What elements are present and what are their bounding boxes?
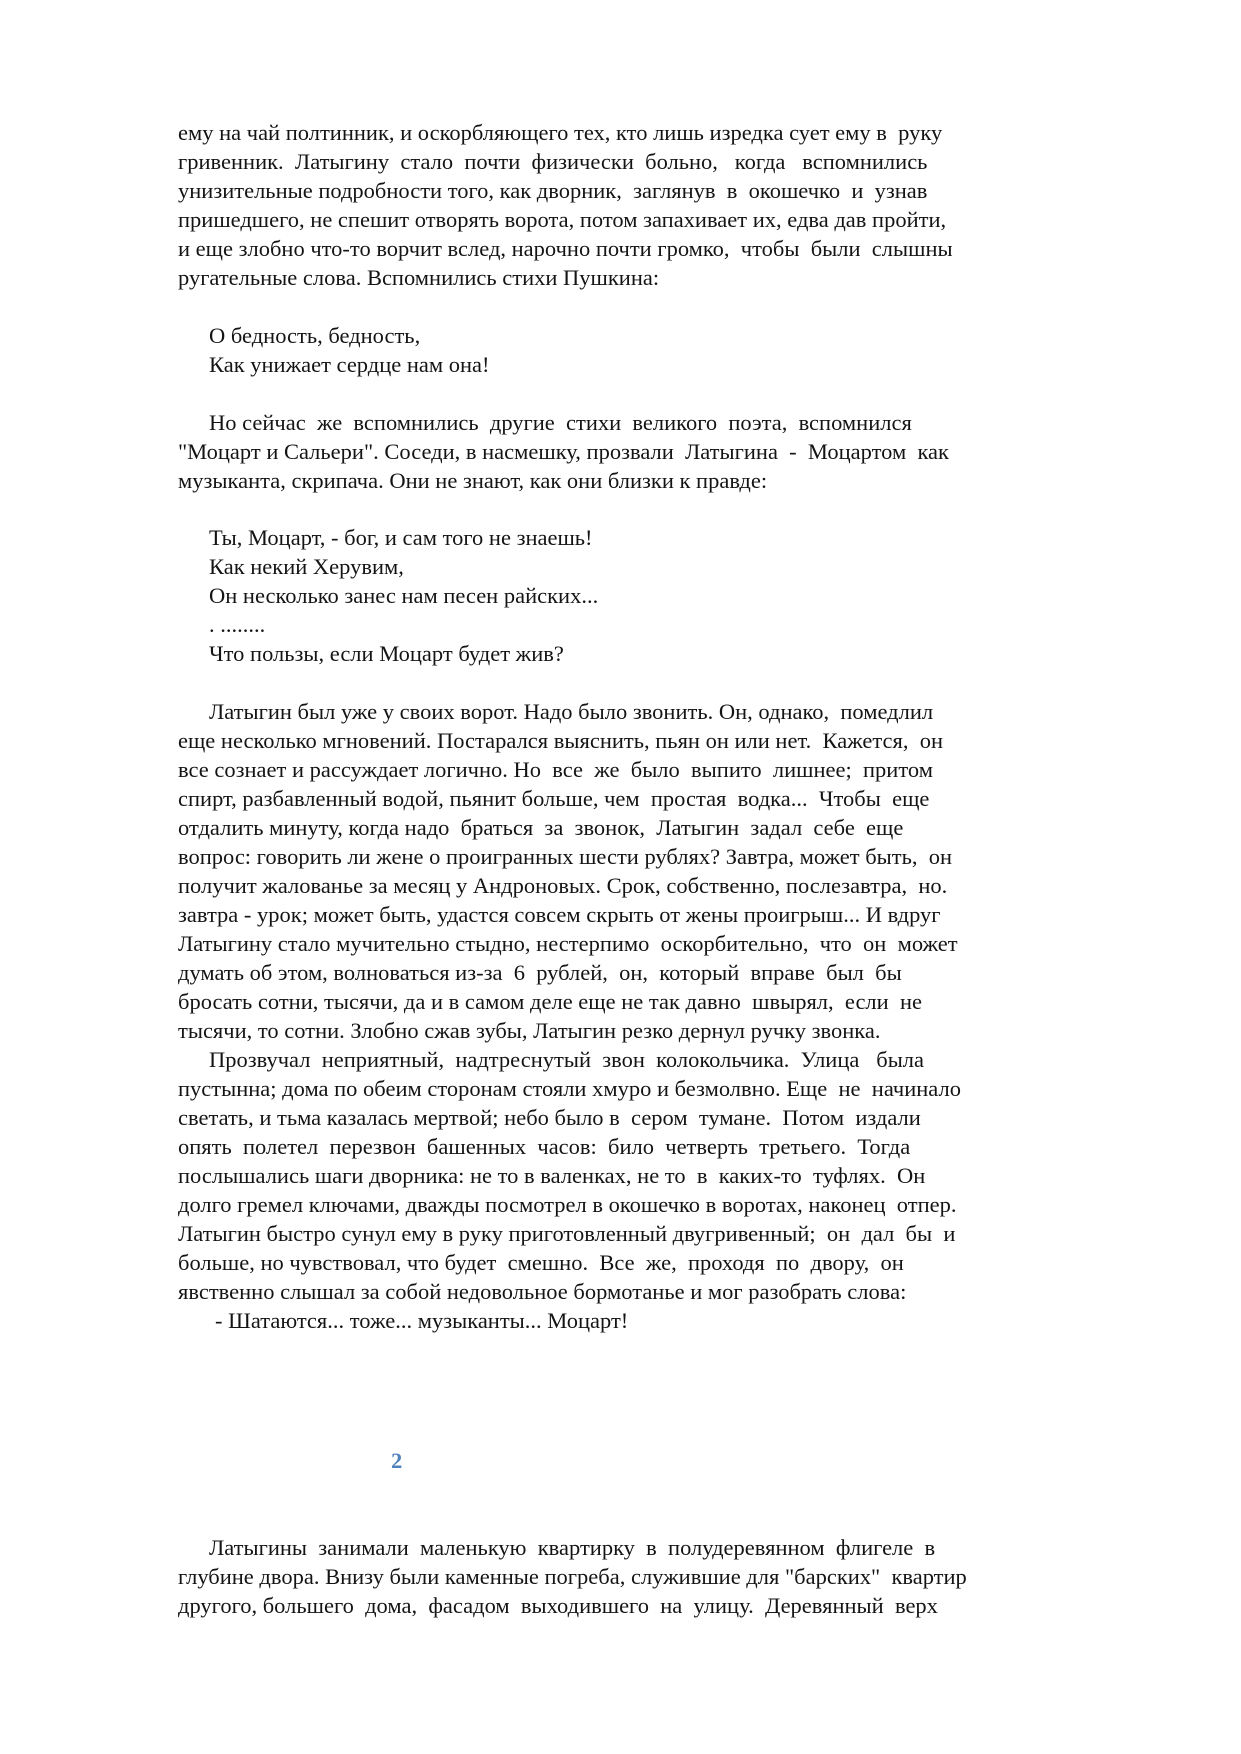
text-line: бросать сотни, тысячи, да и в самом деле еще не так давно швырял, если не	[178, 989, 922, 1014]
poem-line: Он несколько занес нам песен райских...	[209, 583, 599, 608]
text-line: пришедшего, не спешит отворять ворота, потом запахивает их, едва дав пройти,	[178, 207, 947, 232]
text-line: ему на чай полтинник, и оскорбляющего тех, кто лишь изредка сует ему в руку	[178, 120, 943, 145]
paragraph-block-1	[178, 118, 1078, 292]
text-line: и еще злобно что-то ворчит вслед, нарочно почти громко, чтобы были слышны	[178, 236, 953, 261]
text-line: отдалить минуту, когда надо браться за звонок, Латыгин задал себе еще	[178, 815, 904, 840]
text-line: больше, но чувствовал, что будет смешно. Все же, проходя по двору, он	[178, 1250, 904, 1275]
text-line: пустынна; дома по обеим сторонам стояли хмуро и безмолвно. Еще не начинало	[178, 1076, 961, 1101]
text-line: Латыгин быстро сунул ему в руку приготовленный двугривенный; он дал бы и	[178, 1221, 956, 1246]
text-line: явственно слышал за собой недовольное бормотанье и мог разобрать слова:	[178, 1279, 907, 1304]
poem-line: О бедность, бедность,	[209, 323, 421, 348]
text-line: думать об этом, волноваться из-за 6 рублей, он, который вправе был бы	[178, 960, 902, 985]
poem-line: Что пользы, если Моцарт будет жив?	[209, 641, 564, 666]
poem-line: Ты, Моцарт, - бог, и сам того не знаешь!	[209, 525, 593, 550]
poem-line: Как некий Херувим,	[209, 554, 404, 579]
paragraph-block-5	[178, 1533, 1078, 1620]
text-line: гривенник. Латыгину стало почти физически больно, когда вспомнились	[178, 149, 928, 174]
text-line: "Моцарт и Сальери". Соседи, в насмешку, прозвали Латыгина - Моцартом как	[178, 439, 949, 464]
text-line: Прозвучал неприятный, надтреснутый звон колокольчика. Улица была	[209, 1047, 925, 1072]
text-line: музыканта, скрипача. Они не знают, как они близки к правде:	[178, 468, 768, 493]
text-line: завтра - урок; может быть, удастся совсем скрыть от жены проигрыш... И вдруг	[178, 902, 941, 927]
poem-excerpt-1	[178, 321, 1078, 379]
text-line: тысячи, то сотни. Злобно сжав зубы, Латыгин резко дернул ручку звонка.	[178, 1018, 881, 1043]
text-line: Латыгины занимали маленькую квартирку в полудеревянном флигеле в	[209, 1535, 936, 1560]
text-line: Но сейчас же вспомнились другие стихи великого поэта, вспомнился	[209, 410, 912, 435]
poem-line: Как унижает сердце нам она!	[209, 352, 490, 377]
paragraph-block-3	[178, 697, 1078, 1335]
text-line: получит жалованье за месяц у Андроновых. Срок, собственно, послезавтра, но.	[178, 873, 948, 898]
text-line: унизительные подробности того, как дворник, заглянув в окошечко и узнав	[178, 178, 928, 203]
text-line: Латыгин был уже у своих ворот. Надо было звонить. Он, однако, помедлил	[209, 699, 934, 724]
text-line: ругательные слова. Вспомнились стихи Пушкина:	[178, 265, 660, 290]
text-line: все сознает и рассуждает логично. Но все же было выпито лишнее; притом	[178, 757, 933, 782]
text-line: послышались шаги дворника: не то в валенках, не то в каких-то туфлях. Он	[178, 1163, 926, 1188]
dialogue-line: - Шатаются... тоже... музыканты... Моцарт!	[215, 1308, 629, 1333]
text-line: вопрос: говорить ли жене о проигранных шести рублях? Завтра, может быть, он	[178, 844, 953, 869]
text-line: еще несколько мгновений. Постарался выяснить, пьян он или нет. Кажется, он	[178, 728, 944, 753]
text-line: глубине двора. Внизу были каменные погреба, служившие для "барских" квартир	[178, 1564, 967, 1589]
text-line: светать, и тьма казалась мертвой; небо было в сером тумане. Потом издали	[178, 1105, 921, 1130]
paragraph-block-2	[178, 408, 1078, 495]
poem-line: . ........	[209, 612, 266, 637]
chapter-number: 2	[391, 1448, 403, 1473]
text-line: Латыгину стало мучительно стыдно, нестерпимо оскорбительно, что он может	[178, 931, 958, 956]
text-line: другого, большего дома, фасадом выходившего на улицу. Деревянный верх	[178, 1593, 938, 1618]
poem-excerpt-2	[178, 523, 1078, 668]
text-line: спирт, разбавленный водой, пьянит больше, чем простая водка... Чтобы еще	[178, 786, 930, 811]
text-line: опять полетел перезвон башенных часов: било четверть третьего. Тогда	[178, 1134, 911, 1159]
text-line: долго гремел ключами, дважды посмотрел в окошечко в воротах, наконец отпер.	[178, 1192, 957, 1217]
